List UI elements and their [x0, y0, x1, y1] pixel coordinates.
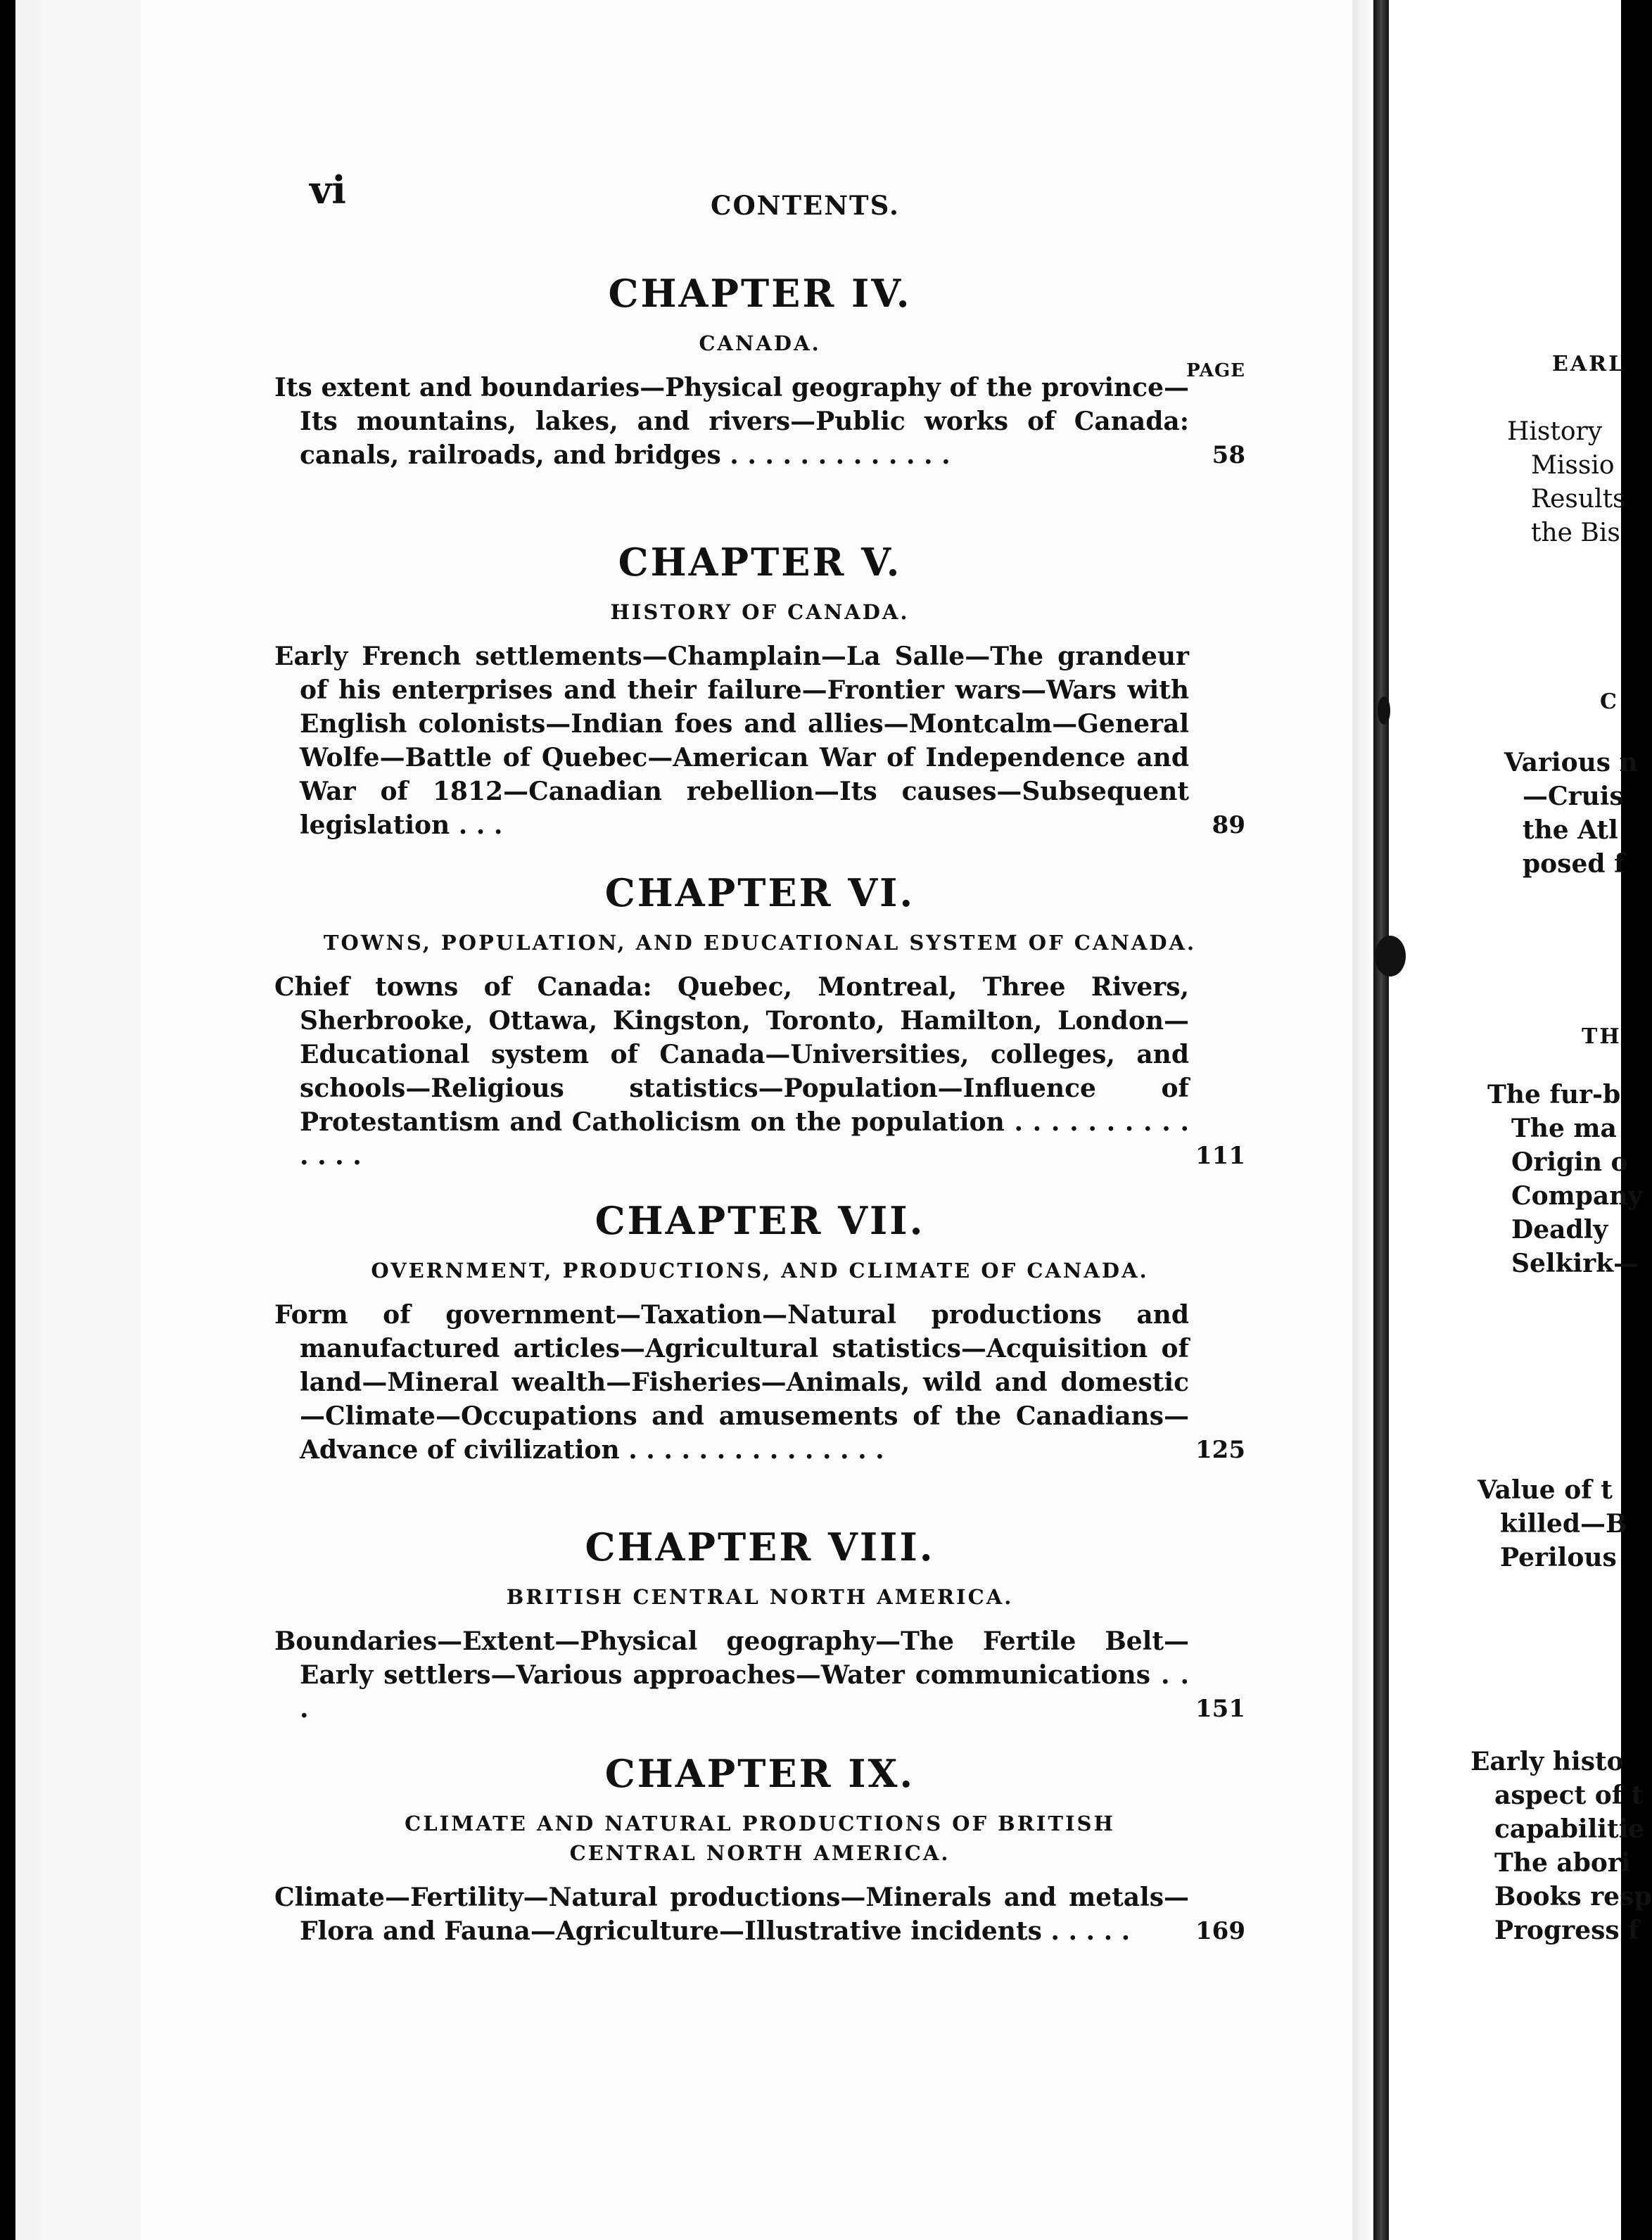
chapter-title: CHAPTER IX.	[604, 1751, 915, 1796]
right-page-heading: EARL	[1552, 352, 1626, 376]
binding-hole-mark	[1375, 936, 1406, 976]
chapter-page-number: 125	[1195, 1436, 1245, 1465]
right-page-heading: TH	[1582, 1024, 1622, 1049]
right-page-heading: C	[1600, 689, 1619, 714]
right-page-line: killed—B	[1500, 1509, 1627, 1539]
chapter-iv	[274, 273, 1245, 472]
right-page-line: —Cruis	[1523, 782, 1624, 811]
right-page-line: capabilitie	[1494, 1814, 1645, 1844]
right-page-line: Selkirk—	[1511, 1249, 1639, 1278]
right-page-line: aspect of t	[1494, 1781, 1644, 1810]
chapter-summary	[274, 1298, 1245, 1467]
running-head: CONTENTS.	[711, 190, 900, 221]
right-page-line: History	[1507, 417, 1603, 446]
chapter-page-number: 89	[1212, 811, 1245, 840]
chapter-vii	[274, 1200, 1245, 1467]
chapter-title: CHAPTER VI.	[604, 870, 915, 915]
chapter-summary-text: Early French settlements—Champlain—La Salle—The grandeur of his enterprises and their failure—Frontier wars—Wars with English colonists—Indian foes and allies—Montcalm—General Wolfe—Battle of Quebec—American War of Independence and War of 1812—Canadian rebellion—Its causes—Subsequent legislation . . .	[274, 642, 1189, 841]
chapter-page-number: 58	[1212, 441, 1245, 470]
chapter-ix	[274, 1753, 1245, 1948]
chapter-subtitle: CLIMATE AND NATURAL PRODUCTIONS OF BRITISH CENTRAL NORTH AMERICA.	[405, 1812, 1115, 1866]
right-page-line: The ma	[1511, 1114, 1617, 1143]
chapter-viii	[274, 1527, 1245, 1726]
chapter-page-number: 111	[1195, 1142, 1245, 1171]
right-page-line: Missio	[1531, 451, 1615, 480]
right-page-line: Perilous	[1500, 1543, 1617, 1572]
chapter-summary	[274, 970, 1245, 1173]
binding-hole-mark	[1378, 696, 1390, 725]
chapter-subtitle: BRITISH CENTRAL NORTH AMERICA.	[506, 1585, 1014, 1610]
chapter-subtitle: OVERNMENT, PRODUCTIONS, AND CLIMATE OF CANADA.	[371, 1259, 1149, 1283]
chapter-subtitle: CANADA.	[699, 331, 821, 356]
right-page-line: Value of t	[1478, 1475, 1613, 1505]
chapter-summary-text: Climate—Fertility—Natural productions—Minerals and metals—Flora and Fauna—Agriculture—Illustrative incidents . . . . .	[274, 1883, 1189, 1947]
book-spine	[1373, 0, 1389, 2240]
right-page-line: Company	[1511, 1181, 1643, 1211]
chapter-title: CHAPTER VII.	[595, 1198, 925, 1243]
chapter-page-number: 151	[1195, 1695, 1245, 1724]
right-page	[1389, 0, 1652, 2240]
chapter-subtitle: TOWNS, POPULATION, AND EDUCATIONAL SYSTEM OF CANADA.	[323, 931, 1197, 955]
right-page-line: Various n	[1504, 748, 1638, 777]
right-page-line: Results	[1531, 485, 1626, 514]
chapter-summary	[274, 360, 1245, 472]
chapter-page-number: 169	[1195, 1917, 1245, 1946]
chapter-subtitle: HISTORY OF CANADA.	[610, 600, 910, 625]
right-page-line: posed f	[1523, 849, 1625, 879]
chapter-vi	[274, 872, 1245, 1173]
chapter-summary-text: Chief towns of Canada: Quebec, Montreal, Three Rivers, Sherbrooke, Ottawa, Kingston, Toronto, Hamilton, London—Educational system of Canada—Universities, colleges, and schools—Religious statistics—Population—Influence of Protestantism and Catholicism on the population . . . . . . . . . . . . . .	[274, 972, 1189, 1171]
page-gutter	[1352, 0, 1373, 2240]
chapter-summary-text: Its extent and boundaries—Physical geography of the province—Its mountains, lakes, and rivers—Public works of Canada: canals, railroads, and bridges . . . . . . . . . . . . .	[274, 373, 1189, 471]
chapter-title: CHAPTER IV.	[608, 271, 912, 316]
page-number: vi	[310, 167, 346, 212]
right-page-line: Early histo	[1470, 1747, 1624, 1776]
right-page-line: The fur-b	[1487, 1080, 1621, 1109]
right-page-line: Deadly	[1511, 1215, 1608, 1245]
chapter-summary-text: Form of government—Taxation—Natural productions and manufactured articles—Agricultural statistics—Acquisition of land—Mineral wealth—Fisheries—Animals, wild and domestic—Climate—Occupations and amusements of the Canadians—Advance of civilization . . . . . . . . . . . . . . .	[274, 1300, 1189, 1465]
right-page-line: Progress f	[1494, 1916, 1639, 1945]
right-page-line: the Bis	[1531, 518, 1620, 547]
chapter-v	[274, 542, 1245, 842]
chapter-summary	[274, 1881, 1245, 1948]
right-page-line: Origin o	[1511, 1147, 1628, 1177]
right-page-line: the Atl	[1523, 815, 1618, 845]
chapter-summary-text: Boundaries—Extent—Physical geography—The Fertile Belt—Early settlers—Various approaches—Water communications . . .	[274, 1627, 1189, 1724]
chapter-title: CHAPTER VIII.	[585, 1525, 935, 1570]
page-column-label: PAGE	[1186, 360, 1245, 382]
chapter-summary	[274, 639, 1245, 842]
chapter-summary	[274, 1624, 1245, 1726]
chapter-title: CHAPTER V.	[618, 540, 902, 585]
right-page-line: Books resp	[1494, 1882, 1652, 1911]
right-page-line: The abori	[1494, 1848, 1631, 1878]
